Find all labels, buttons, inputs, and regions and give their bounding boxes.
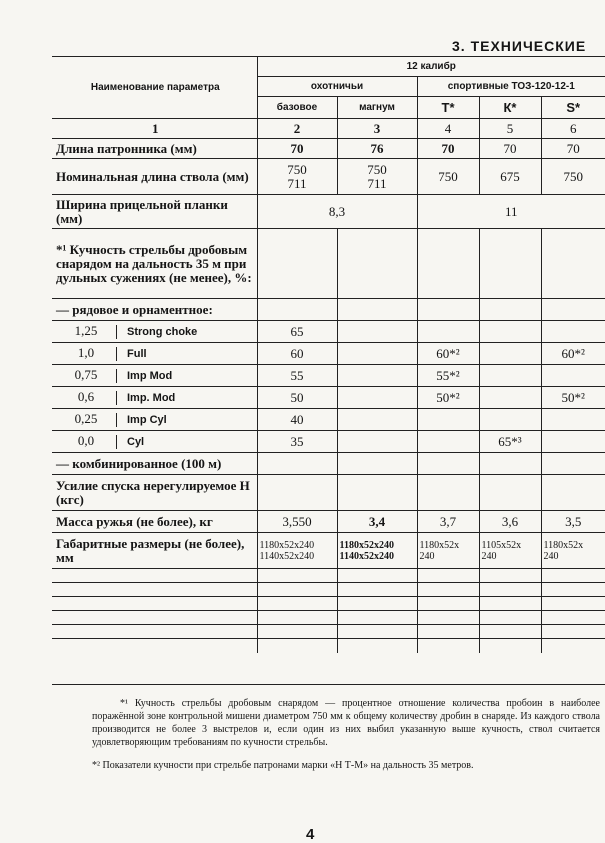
footnote-1: *¹ Кучность стрельбы дробовым снарядом — процентное отношение количества пробоин в наиболее поражённой зоне контрольной мишени диаметром 750 мм к общему количеству дробин в снаряде. Из каждого ствола производится не более 3 выстрелов и, если один из них выбил указанную выше кучность, ствол считается удовлетворяющим требованиям по кучности стрельбы.: [92, 698, 600, 748]
page-number: 4: [306, 826, 315, 843]
s-header: S*: [541, 97, 605, 119]
param-header: Наименование параметра: [52, 57, 257, 119]
caliber-header: 12 калибр: [257, 57, 605, 77]
row-rib: Ширина прицельной планки (мм) 8,3 11: [52, 195, 605, 229]
col-num-4: 4: [417, 119, 479, 139]
footnote-2: *² Показатели кучности при стрельбе патронами марки «Н Т-М» на дальность 35 метров.: [92, 760, 474, 771]
row-dims: Габаритные размеры (не более), мм 1180x52x240 1140x52x240 1180x52x240 1140x52x240 1180x52x 240 1105x52x 240 1180x52x 240: [52, 533, 605, 569]
row-mass: Масса ружья (не более), кг 3,550 3,4 3,7 3,6 3,5: [52, 511, 605, 533]
row-rowed: — рядовое и орнаментное:: [52, 299, 605, 321]
col-num-5: 5: [479, 119, 541, 139]
technical-specs-table: [52, 56, 605, 653]
row-accuracy: *¹ Кучность стрельбы дробовым снарядом на дальность 35 м при дульных сужениях (не менее), %:: [52, 229, 605, 299]
col-num-2: 2: [257, 119, 337, 139]
choke-row: 0,0 Cyl 35 65*³: [52, 431, 605, 453]
footnotes: [92, 697, 600, 778]
t-header: Т*: [417, 97, 479, 119]
base-header: базовое: [257, 97, 337, 119]
hunting-header: охотничьи: [257, 77, 417, 97]
choke-row: 1,25 Strong choke 65: [52, 321, 605, 343]
magnum-header: магнум: [337, 97, 417, 119]
row-trigger: Усилие спуска нерегулируемое Н (кгс): [52, 475, 605, 511]
row-chamber: Длина патронника (мм) 70 76 70 70 70: [52, 139, 605, 159]
choke-row: 0,6 Imp. Mod 50 50*² 50*²: [52, 387, 605, 409]
col-num-3: 3: [337, 119, 417, 139]
row-barrel: Номинальная длина ствола (мм) 750 711 750 711 750 675 750: [52, 159, 605, 195]
col-num-6: 6: [541, 119, 605, 139]
choke-row: 0,25 Imp Cyl 40: [52, 409, 605, 431]
sport-header: спортивные ТОЗ-120-12-1: [417, 77, 605, 97]
table-bottom-rule: [52, 684, 605, 685]
k-header: К*: [479, 97, 541, 119]
page-title: 3. ТЕХНИЧЕСКИЕ: [452, 38, 587, 54]
row-combined: — комбинированное (100 м): [52, 453, 605, 475]
choke-row: 0,75 Imp Mod 55 55*²: [52, 365, 605, 387]
col-num-1: 1: [52, 119, 257, 139]
choke-row: 1,0 Full 60 60*² 60*²: [52, 343, 605, 365]
